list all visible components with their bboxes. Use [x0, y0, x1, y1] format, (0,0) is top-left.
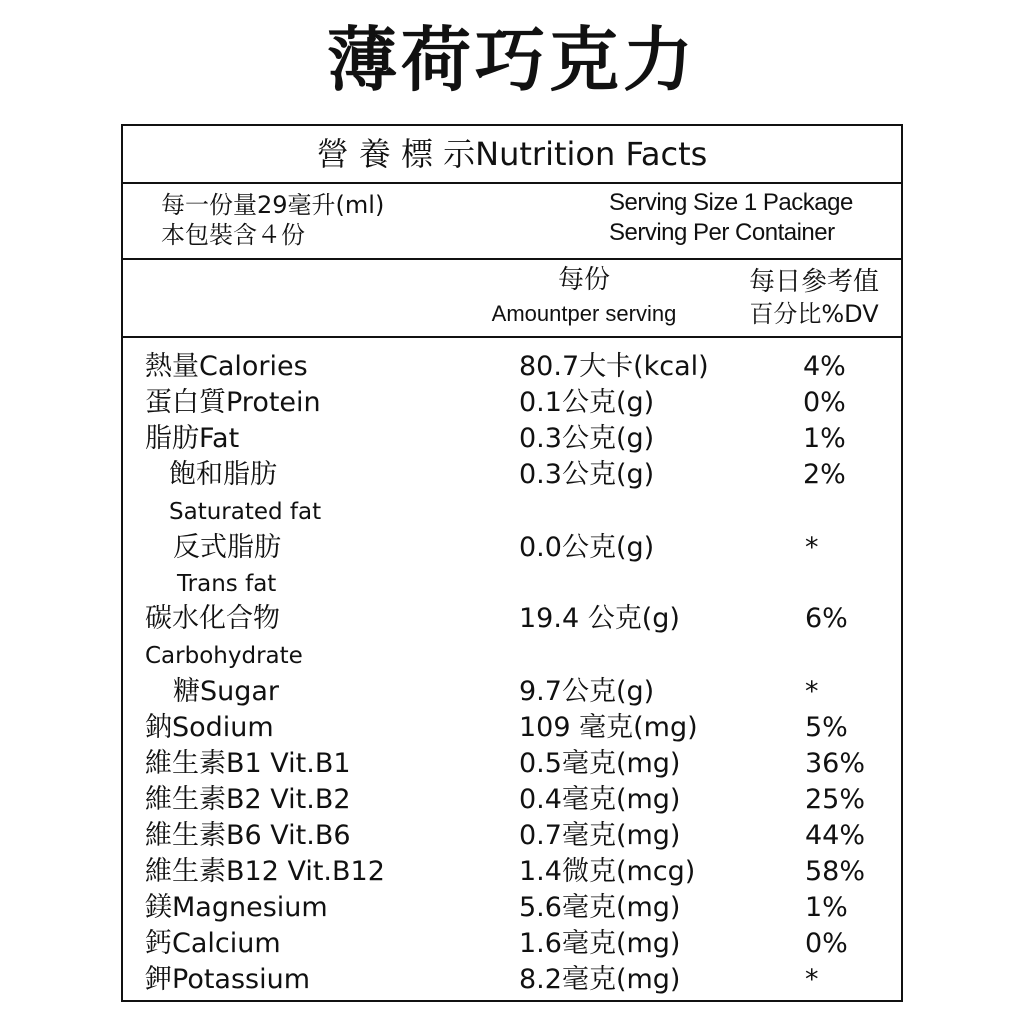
- label-header: [123, 126, 901, 184]
- product-title: 薄荷巧克力: [327, 19, 697, 101]
- nutrient-name: 反式脂肪: [173, 532, 281, 563]
- nutrient-dv: 6%: [805, 603, 848, 634]
- nutrient-amount: 8.2毫克(mg): [519, 964, 681, 995]
- nutrient-dv: *: [805, 964, 819, 995]
- nutrient-name: 熱量Calories: [145, 351, 308, 382]
- nutrient-amount: 19.4 公克(g): [519, 603, 680, 634]
- nutrient-name: 蛋白質Protein: [145, 387, 321, 418]
- nutrient-name: 糖Sugar: [173, 676, 280, 707]
- nutrient-amount: 0.0公克(g): [519, 532, 655, 563]
- nutrient-dv: *: [805, 676, 819, 707]
- nutrient-dv: 5%: [805, 712, 848, 743]
- nutrient-amount: 80.7大卡(kcal): [519, 351, 709, 382]
- nutrient-dv: 25%: [805, 784, 866, 815]
- daily-value-header-zh: 每日參考值: [748, 267, 879, 297]
- column-headers: [123, 260, 901, 338]
- nutrient-name-en: Trans fat: [177, 571, 277, 597]
- nutrient-name: 鎂Magnesium: [145, 892, 328, 923]
- nutrient-amount: 1.6毫克(mg): [519, 928, 681, 959]
- nutrient-dv: 0%: [805, 928, 848, 959]
- nutrient-dv: 2%: [803, 459, 846, 490]
- nutrient-amount: 5.6毫克(mg): [519, 892, 681, 923]
- nutrient-amount: 0.3公克(g): [519, 459, 655, 490]
- nutrient-amount: 1.4微克(mcg): [519, 856, 696, 887]
- nutrient-name: 維生素B2 Vit.B2: [145, 784, 351, 815]
- nutrient-dv: 1%: [805, 892, 848, 923]
- nutrient-dv: *: [805, 532, 819, 563]
- nutrient-name: 維生素B6 Vit.B6: [145, 820, 351, 851]
- nutrient-dv: 4%: [803, 351, 846, 382]
- serving-size-zh: 每一份量29毫升(ml): [161, 191, 385, 219]
- nutrient-name: 碳水化合物: [145, 603, 280, 634]
- nutrient-amount: 0.4毫克(mg): [519, 784, 681, 815]
- nutrient-name: 飽和脂肪: [169, 459, 277, 490]
- nutrition-label: [121, 124, 903, 1002]
- nutrient-amount: 109 毫克(mg): [519, 712, 698, 743]
- nutrient-amount: 0.5毫克(mg): [519, 748, 681, 779]
- servings-per-package-zh: 本包裝含４份: [161, 221, 305, 249]
- per-serving-header-en: Amountper serving: [491, 301, 677, 326]
- nutrient-amount: 9.7公克(g): [519, 676, 655, 707]
- nutrient-name: 鈉Sodium: [145, 712, 274, 743]
- serving-info: [123, 184, 901, 260]
- nutrient-name-en: Carbohydrate: [145, 643, 303, 669]
- nutrient-amount: 0.1公克(g): [519, 387, 655, 418]
- daily-value-header-en: 百分比%DV: [749, 300, 879, 328]
- nutrient-dv: 58%: [805, 856, 866, 887]
- nutrient-dv: 0%: [803, 387, 846, 418]
- nutrient-name: 鈣Calcium: [145, 928, 281, 959]
- nutrient-name-en: Saturated fat: [169, 499, 322, 525]
- nutrient-dv: 36%: [805, 748, 866, 779]
- nutrient-amount: 0.3公克(g): [519, 423, 655, 454]
- nutrient-amount: 0.7毫克(mg): [519, 820, 681, 851]
- nutrient-dv: 44%: [805, 820, 866, 851]
- nutrient-dv: 1%: [803, 423, 846, 454]
- nutrient-name: 脂肪Fat: [145, 423, 240, 454]
- nutrient-name: 維生素B12 Vit.B12: [145, 856, 385, 887]
- servings-per-container-en: Serving Per Container: [609, 219, 835, 246]
- nutrient-name: 維生素B1 Vit.B1: [145, 748, 351, 779]
- per-serving-header-zh: 每份: [557, 265, 610, 295]
- label-title: 營 養 標 示Nutrition Facts: [316, 135, 708, 173]
- serving-size-en: Serving Size 1 Package: [609, 189, 853, 216]
- nutrient-name: 鉀Potassium: [145, 964, 311, 995]
